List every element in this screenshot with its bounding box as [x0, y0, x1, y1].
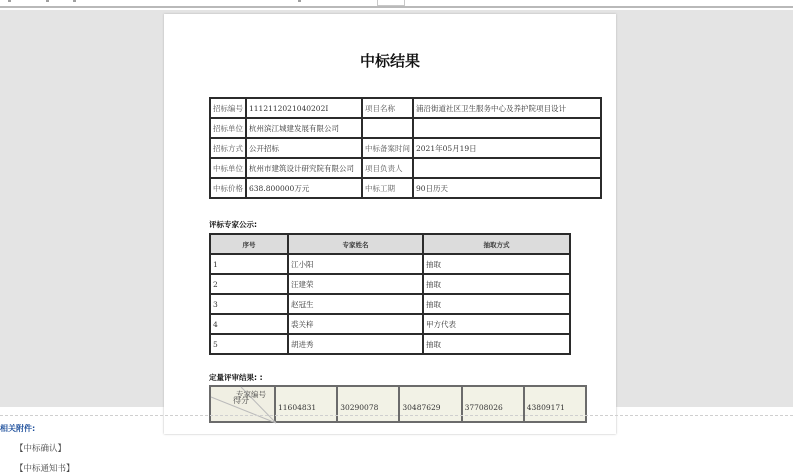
- info-row: [210, 118, 601, 138]
- info-label: 中标备案时间: [362, 138, 413, 158]
- attachment-link-confirm[interactable]: 【中标确认】: [15, 444, 67, 454]
- selection-method: 抽取: [423, 254, 570, 274]
- info-label: 中标单位: [210, 158, 246, 178]
- info-value: 浦沿街道社区卫生服务中心及养护院项目设计: [413, 98, 601, 118]
- score-header-left: 得分: [233, 396, 249, 405]
- expert-id-cell: 43809171: [524, 386, 586, 422]
- table-row: [210, 294, 570, 314]
- info-value: [413, 118, 601, 138]
- attachment-link-notice[interactable]: 【中标通知书】: [15, 464, 75, 474]
- column-header: 序号: [210, 234, 288, 254]
- info-value: 1112112021040202I: [246, 98, 362, 118]
- document-title: 中标结果: [359, 52, 420, 70]
- expert-name: 江小阳: [288, 254, 423, 274]
- expert-name: 汪建荣: [288, 274, 423, 294]
- column-header: 专家姓名: [288, 234, 423, 254]
- table-row: [210, 254, 570, 274]
- info-row: [210, 98, 601, 118]
- expert-section-label: 评标专家公示:: [209, 220, 257, 229]
- toolbar-icon[interactable]: [46, 0, 49, 2]
- diagonal-header-cell: [210, 386, 275, 422]
- info-label: 招标单位: [210, 118, 246, 138]
- info-value: 2021年05月19日: [413, 138, 601, 158]
- info-label: 招标方式: [210, 138, 246, 158]
- selection-method: 抽取: [423, 274, 570, 294]
- expert-table: [209, 233, 571, 355]
- expert-name: 裘关梓: [288, 314, 423, 334]
- info-value: [413, 158, 601, 178]
- table-row: [210, 314, 570, 334]
- info-label: 中标工期: [362, 178, 413, 198]
- info-value: 638.800000万元: [246, 178, 362, 198]
- document-page: [164, 14, 616, 434]
- row-index: 2: [210, 274, 288, 294]
- pdf-viewer[interactable]: [0, 10, 793, 412]
- selection-method: 抽取: [423, 334, 570, 354]
- toolbar-icon[interactable]: [298, 0, 301, 2]
- info-value: 杭州滨江城建发展有限公司: [246, 118, 362, 138]
- score-table: [209, 385, 587, 423]
- row-index: 3: [210, 294, 288, 314]
- expert-id-cell: 30290078: [337, 386, 399, 422]
- column-header: 抽取方式: [423, 234, 570, 254]
- info-row: [210, 158, 601, 178]
- score-header-top: 专家编号: [236, 390, 266, 399]
- bid-info-table: [209, 97, 602, 199]
- expert-id-cell: 11604831: [275, 386, 337, 422]
- info-row: [210, 138, 601, 158]
- row-index: 5: [210, 334, 288, 354]
- table-row: [210, 274, 570, 294]
- info-value: 90日历天: [413, 178, 601, 198]
- table-row: [210, 334, 570, 354]
- score-section-label: 定量评审结果: :: [209, 373, 263, 382]
- info-label: 招标编号: [210, 98, 246, 118]
- attachments-title: 相关附件:: [0, 424, 36, 433]
- expert-id-cell: 37708026: [462, 386, 524, 422]
- toolbar-icon[interactable]: [8, 0, 11, 2]
- info-row: [210, 178, 601, 198]
- info-value: 杭州市建筑设计研究院有限公司: [246, 158, 362, 178]
- row-index: 1: [210, 254, 288, 274]
- info-label: 项目名称: [362, 98, 413, 118]
- expert-name: 胡进秀: [288, 334, 423, 354]
- expert-name: 赵冠生: [288, 294, 423, 314]
- toolbar-icon[interactable]: [73, 0, 76, 2]
- selection-method: 抽取: [423, 294, 570, 314]
- page-number-input[interactable]: [377, 0, 405, 6]
- row-index: 4: [210, 314, 288, 334]
- info-label: [362, 118, 413, 138]
- info-label: 中标价格: [210, 178, 246, 198]
- selection-method: 甲方代表: [423, 314, 570, 334]
- divider: [0, 415, 793, 416]
- expert-id-cell: 30487629: [399, 386, 461, 422]
- pdf-toolbar: [0, 0, 793, 8]
- info-value: 公开招标: [246, 138, 362, 158]
- info-label: 项目负责人: [362, 158, 413, 178]
